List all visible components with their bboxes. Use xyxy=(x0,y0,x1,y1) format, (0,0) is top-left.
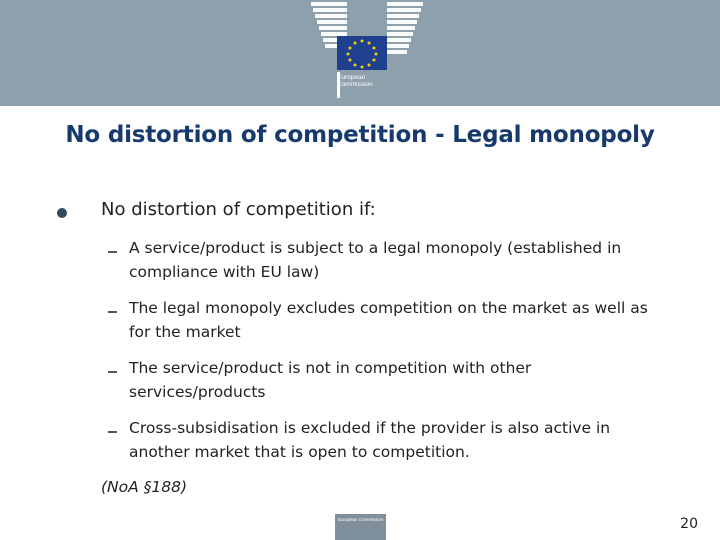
sub-point-4-line-2: another market that is open to competition. xyxy=(129,443,470,461)
logo-text xyxy=(337,74,397,88)
logo-line-european: European xyxy=(337,74,366,81)
dash-bullet-icon xyxy=(108,311,117,313)
sub-point-1-line-1: A service/product is subject to a legal monopoly (established in xyxy=(129,239,622,257)
sub-point-3-line-2: services/products xyxy=(129,383,266,401)
slide-title: No distortion of competition - Legal monopoly xyxy=(65,122,655,148)
sub-point-2-line-2: for the market xyxy=(129,323,241,341)
dash-bullet-icon xyxy=(108,251,117,253)
footer-logo xyxy=(335,514,386,540)
dash-bullet-icon xyxy=(108,371,117,373)
page-number: 20 xyxy=(680,516,698,532)
main-point: No distortion of competition if: xyxy=(101,199,376,220)
reference-note: (NoA §188) xyxy=(101,478,188,496)
dash-bullet-icon xyxy=(108,431,117,433)
sub-point-1-line-2: compliance with EU law) xyxy=(129,263,320,281)
sub-point-4-line-1: Cross-subsidisation is excluded if the provider is also active in xyxy=(129,419,611,437)
sub-point-2-line-1: The legal monopoly excludes competition on the market as well as xyxy=(129,299,648,317)
bullet-dot-icon xyxy=(57,208,67,218)
footer-logo-text: European Commission xyxy=(338,517,384,522)
logo-line-commission: Commission xyxy=(337,81,373,88)
sub-point-3-line-1: The service/product is not in competition with other xyxy=(129,359,532,377)
